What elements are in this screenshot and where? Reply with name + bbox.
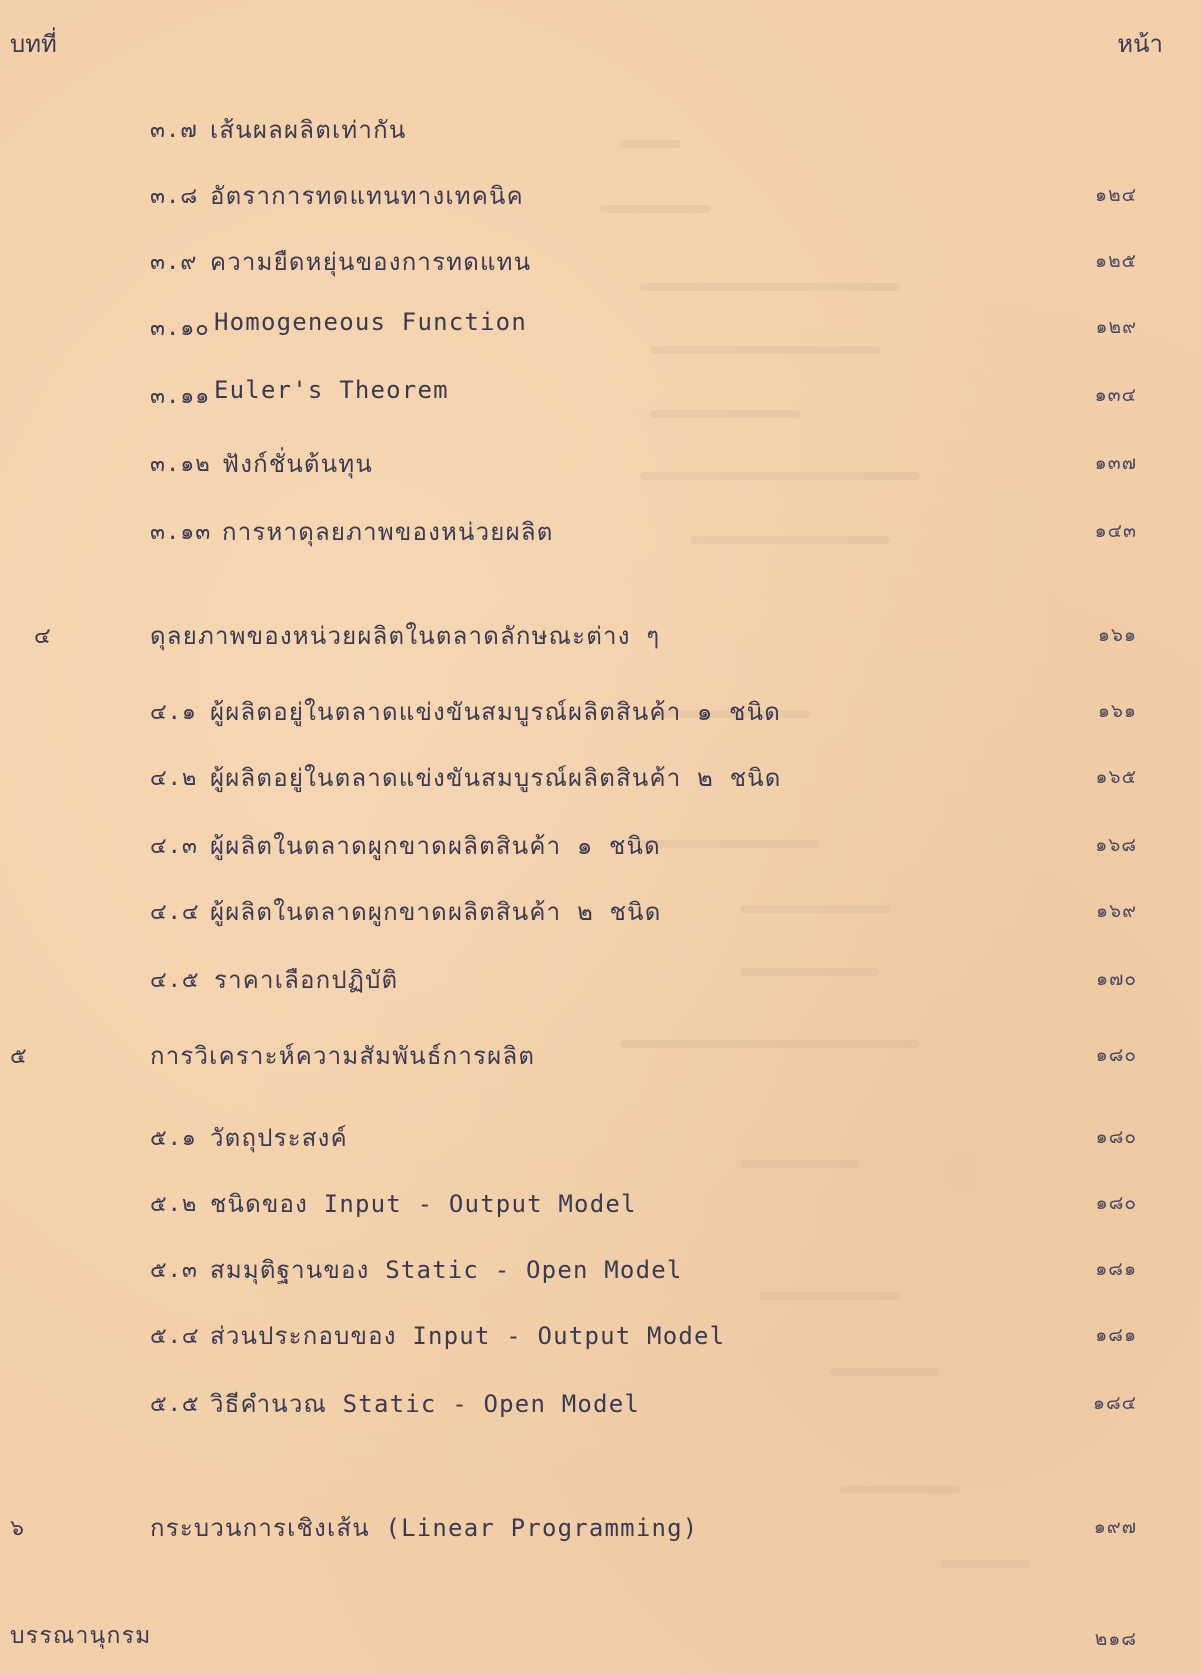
section-number: ๕.๒	[150, 1192, 198, 1217]
section-title: ผู้ผลิตในตลาดผูกขาดผลิตสินค้า ๒ ชนิด	[210, 898, 662, 926]
page-number: ๑๖๘	[1095, 834, 1137, 856]
toc-bibliography-entry	[0, 1614, 1201, 1654]
toc-chapter-entry	[0, 1504, 1201, 1544]
bleed-mark	[940, 1560, 1030, 1568]
page-number: ๑๖๑	[1097, 624, 1137, 646]
bleed-mark	[640, 283, 900, 291]
bleed-mark	[760, 1292, 900, 1300]
page-number: ๑๖๙	[1095, 900, 1137, 922]
toc-entry	[0, 888, 1201, 928]
section-number: ๓.๑๑	[150, 384, 211, 409]
toc-entry	[0, 440, 1201, 480]
page-number: ๑๘๔	[1092, 1392, 1137, 1414]
toc-entry	[0, 106, 1201, 146]
toc-entry	[0, 956, 1201, 996]
chapter-number: ๔	[34, 624, 52, 649]
section-number: ๕.๔	[150, 1324, 200, 1349]
section-number: ๓.๙	[150, 250, 198, 275]
section-number: ๓.๗	[150, 118, 198, 143]
toc-entry	[0, 304, 1201, 344]
section-number: ๔.๓	[150, 834, 198, 859]
section-number: ๕.๕	[150, 1392, 200, 1417]
page-number: ๒๑๘	[1094, 1628, 1137, 1650]
section-title: ผู้ผลิตอยู่ในตลาดแข่งขันสมบูรณ์ผลิตสินค้า ๒ ชนิด	[210, 764, 782, 792]
toc-entry	[0, 822, 1201, 862]
chapter-number: ๕	[10, 1044, 28, 1069]
page-column-header: หน้า	[1117, 30, 1163, 58]
section-number: ๕.๓	[150, 1258, 198, 1283]
chapter-title: การวิเคราะห์ความสัมพันธ์การผลิต	[150, 1042, 536, 1070]
page-number: ๑๔๓	[1094, 520, 1137, 542]
toc-entry	[0, 754, 1201, 794]
toc-entry	[0, 1380, 1201, 1420]
page-number: ๑๘๐	[1095, 1192, 1137, 1214]
toc-entry	[0, 1180, 1201, 1220]
chapter-title: ดุลยภาพของหน่วยผลิตในตลาดลักษณะต่าง ๆ	[150, 622, 661, 650]
section-title: วัตถุประสงค์	[210, 1124, 348, 1152]
bleed-mark	[840, 1486, 960, 1494]
toc-entry	[0, 1246, 1201, 1286]
section-number: ๔.๔	[150, 900, 200, 925]
toc-chapter-entry	[0, 1032, 1201, 1072]
section-number: ๔.๕	[150, 968, 200, 993]
page-number: ๑๘๑	[1095, 1324, 1137, 1346]
chapter-title: กระบวนการเชิงเส้น (Linear Programming)	[150, 1514, 699, 1542]
section-number: ๔.๑	[150, 700, 197, 725]
section-title: ฟังก์ชั่นต้นทุน	[222, 450, 373, 478]
page-number: ๑๓๔	[1094, 384, 1137, 406]
section-title: ผู้ผลิตอยู่ในตลาดแข่งขันสมบูรณ์ผลิตสินค้า ๑ ชนิด	[210, 698, 781, 726]
section-number: ๓.๘	[150, 184, 199, 209]
section-number: ๓.๑๒	[150, 452, 211, 477]
page-number: ๑๖๑	[1097, 700, 1137, 722]
toc-entry	[0, 172, 1201, 212]
section-title: ส่วนประกอบของ Input - Output Model	[210, 1322, 726, 1350]
section-number: ๓.๑๓	[150, 520, 212, 545]
section-title: ความยืดหยุ่นของการทดแทน	[210, 248, 532, 276]
section-title: Euler's Theorem	[214, 376, 449, 404]
toc-chapter-entry	[0, 612, 1201, 652]
section-title: Homogeneous Function	[214, 308, 527, 336]
toc-entry	[0, 688, 1201, 728]
toc-entry	[0, 1114, 1201, 1154]
bleed-mark	[740, 1160, 860, 1168]
section-number: ๓.๑๐	[150, 316, 210, 341]
bleed-mark	[650, 346, 880, 354]
section-title: เส้นผลผลิตเท่ากัน	[210, 116, 407, 144]
page-number: ๑๘๐	[1095, 1126, 1137, 1148]
page-number: ๑๓๗	[1094, 452, 1137, 474]
toc-entry	[0, 1312, 1201, 1352]
section-title: วิธีคำนวณ Static - Open Model	[210, 1390, 640, 1418]
section-number: ๕.๑	[150, 1126, 197, 1151]
chapter-column-header: บทที่	[10, 30, 57, 58]
bibliography-title: บรรณานุกรม	[10, 1623, 152, 1649]
page-number: ๑๒๕	[1095, 250, 1137, 272]
page-number: ๑๖๕	[1095, 766, 1137, 788]
page-number: ๑๗๐	[1096, 968, 1137, 990]
section-title: ราคาเลือกปฏิบัติ	[214, 966, 399, 994]
section-title: การหาดุลยภาพของหน่วยผลิต	[222, 518, 554, 546]
page-number: ๑๒๔	[1095, 184, 1137, 206]
section-title: ผู้ผลิตในตลาดผูกขาดผลิตสินค้า ๑ ชนิด	[210, 832, 661, 860]
page-number: ๑๘๑	[1095, 1258, 1137, 1280]
chapter-number: ๖	[10, 1516, 25, 1541]
page-number: ๑๘๐	[1095, 1044, 1137, 1066]
section-title: ชนิดของ Input - Output Model	[210, 1190, 637, 1218]
toc-entry	[0, 372, 1201, 412]
section-title: สมมุติฐานของ Static - Open Model	[210, 1256, 683, 1284]
page-number: ๑๒๙	[1095, 316, 1137, 338]
page-number: ๑๙๗	[1093, 1516, 1137, 1538]
toc-entry	[0, 238, 1201, 278]
toc-entry	[0, 508, 1201, 548]
section-number: ๔.๒	[150, 766, 198, 791]
section-title: อัตราการทดแทนทางเทคนิค	[210, 182, 524, 210]
bleed-mark	[830, 1368, 940, 1376]
